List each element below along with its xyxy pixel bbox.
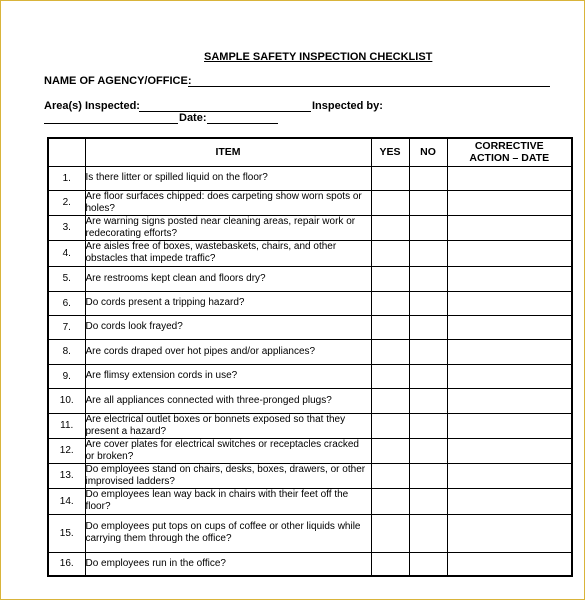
no-cell[interactable] xyxy=(409,463,447,488)
row-item-text: Do employees run in the office? xyxy=(85,552,371,576)
corrective-action-cell[interactable] xyxy=(447,413,572,438)
yes-cell[interactable] xyxy=(371,166,409,190)
date-field-line[interactable] xyxy=(207,123,278,124)
row-item-text: Do employees lean way back in chairs with their feet off the floor? xyxy=(85,488,371,514)
corrective-action-cell[interactable] xyxy=(447,215,572,240)
corrective-action-cell[interactable] xyxy=(447,438,572,463)
row-item-text: Do employees stand on chairs, desks, boxes, drawers, or other improvised ladders? xyxy=(85,463,371,488)
no-column-header: NO xyxy=(409,138,447,166)
areas-inspected-label: Area(s) Inspected: xyxy=(44,100,140,112)
table-row xyxy=(48,215,572,240)
yes-cell[interactable] xyxy=(371,364,409,388)
yes-cell[interactable] xyxy=(371,266,409,291)
table-row xyxy=(48,488,572,514)
no-cell[interactable] xyxy=(409,364,447,388)
corrective-header-line1: CORRECTIVE xyxy=(474,140,544,153)
table-row xyxy=(48,438,572,463)
table-row xyxy=(48,552,572,576)
no-cell[interactable] xyxy=(409,315,447,339)
corrective-action-cell[interactable] xyxy=(447,190,572,215)
inspected-by-label: Inspected by: xyxy=(312,100,383,112)
no-cell[interactable] xyxy=(409,215,447,240)
row-number: 11. xyxy=(48,413,85,438)
corrective-action-cell[interactable] xyxy=(447,291,572,315)
row-number: 8. xyxy=(48,339,85,364)
yes-cell[interactable] xyxy=(371,388,409,413)
corrective-action-column-header xyxy=(447,138,572,166)
row-item-text: Are restrooms kept clean and floors dry? xyxy=(85,266,371,291)
corrective-action-cell[interactable] xyxy=(447,552,572,576)
agency-field-line[interactable] xyxy=(188,86,550,87)
agency-label: NAME OF AGENCY/OFFICE: xyxy=(44,75,192,87)
table-row xyxy=(48,339,572,364)
table-row xyxy=(48,166,572,190)
no-cell[interactable] xyxy=(409,413,447,438)
table-row xyxy=(48,514,572,552)
corrective-action-cell[interactable] xyxy=(447,388,572,413)
table-row xyxy=(48,364,572,388)
row-item-text: Is there litter or spilled liquid on the floor? xyxy=(85,166,371,190)
no-cell[interactable] xyxy=(409,240,447,266)
number-column-header xyxy=(48,138,85,166)
no-cell[interactable] xyxy=(409,339,447,364)
no-cell[interactable] xyxy=(409,552,447,576)
row-item-text: Do employees put tops on cups of coffee or other liquids while carrying them through the office? xyxy=(85,514,371,552)
corrective-action-cell[interactable] xyxy=(447,266,572,291)
yes-cell[interactable] xyxy=(371,240,409,266)
yes-cell[interactable] xyxy=(371,438,409,463)
yes-cell[interactable] xyxy=(371,190,409,215)
yes-cell[interactable] xyxy=(371,514,409,552)
corrective-action-cell[interactable] xyxy=(447,339,572,364)
table-row xyxy=(48,315,572,339)
row-item-text: Are cords draped over hot pipes and/or appliances? xyxy=(85,339,371,364)
table-row xyxy=(48,190,572,215)
table-row xyxy=(48,463,572,488)
yes-cell[interactable] xyxy=(371,315,409,339)
row-item-text: Are aisles free of boxes, wastebaskets, chairs, and other obstacles that impede traffic? xyxy=(85,240,371,266)
areas-inspected-field-line[interactable] xyxy=(139,111,311,112)
table-header-row xyxy=(48,138,572,166)
document-title: SAMPLE SAFETY INSPECTION CHECKLIST xyxy=(204,51,433,63)
yes-cell[interactable] xyxy=(371,339,409,364)
row-number: 3. xyxy=(48,215,85,240)
row-item-text: Are warning signs posted near cleaning areas, repair work or redecorating efforts? xyxy=(85,215,371,240)
table-row xyxy=(48,413,572,438)
yes-cell[interactable] xyxy=(371,552,409,576)
table-row xyxy=(48,388,572,413)
corrective-action-cell[interactable] xyxy=(447,463,572,488)
checklist-table xyxy=(47,137,573,577)
row-number: 12. xyxy=(48,438,85,463)
no-cell[interactable] xyxy=(409,266,447,291)
item-column-header: ITEM xyxy=(85,138,371,166)
row-number: 1. xyxy=(48,166,85,190)
row-number: 15. xyxy=(48,514,85,552)
no-cell[interactable] xyxy=(409,388,447,413)
corrective-header-line2: ACTION – DATE xyxy=(469,152,550,165)
corrective-action-cell[interactable] xyxy=(447,364,572,388)
row-number: 10. xyxy=(48,388,85,413)
yes-cell[interactable] xyxy=(371,215,409,240)
row-number: 16. xyxy=(48,552,85,576)
yes-cell[interactable] xyxy=(371,413,409,438)
corrective-action-cell[interactable] xyxy=(447,488,572,514)
table-row xyxy=(48,291,572,315)
table-row xyxy=(48,266,572,291)
row-item-text: Are floor surfaces chipped: does carpeting show worn spots or holes? xyxy=(85,190,371,215)
inspected-by-field-line[interactable] xyxy=(44,123,178,124)
corrective-action-cell[interactable] xyxy=(447,315,572,339)
row-item-text: Are cover plates for electrical switches or receptacles cracked or broken? xyxy=(85,438,371,463)
corrective-action-cell[interactable] xyxy=(447,240,572,266)
yes-cell[interactable] xyxy=(371,463,409,488)
table-row xyxy=(48,240,572,266)
no-cell[interactable] xyxy=(409,291,447,315)
row-item-text: Are flimsy extension cords in use? xyxy=(85,364,371,388)
no-cell[interactable] xyxy=(409,166,447,190)
no-cell[interactable] xyxy=(409,488,447,514)
row-item-text: Do cords look frayed? xyxy=(85,315,371,339)
row-number: 4. xyxy=(48,240,85,266)
date-label: Date: xyxy=(179,112,207,124)
row-item-text: Are all appliances connected with three-pronged plugs? xyxy=(85,388,371,413)
no-cell[interactable] xyxy=(409,514,447,552)
yes-cell[interactable] xyxy=(371,488,409,514)
row-item-text: Are electrical outlet boxes or bonnets exposed so that they present a hazard? xyxy=(85,413,371,438)
row-number: 5. xyxy=(48,266,85,291)
row-number: 7. xyxy=(48,315,85,339)
row-number: 13. xyxy=(48,463,85,488)
row-number: 2. xyxy=(48,190,85,215)
row-number: 14. xyxy=(48,488,85,514)
row-item-text: Do cords present a tripping hazard? xyxy=(85,291,371,315)
corrective-action-cell[interactable] xyxy=(447,514,572,552)
no-cell[interactable] xyxy=(409,190,447,215)
yes-cell[interactable] xyxy=(371,291,409,315)
corrective-action-cell[interactable] xyxy=(447,166,572,190)
no-cell[interactable] xyxy=(409,438,447,463)
yes-column-header: YES xyxy=(371,138,409,166)
row-number: 6. xyxy=(48,291,85,315)
row-number: 9. xyxy=(48,364,85,388)
